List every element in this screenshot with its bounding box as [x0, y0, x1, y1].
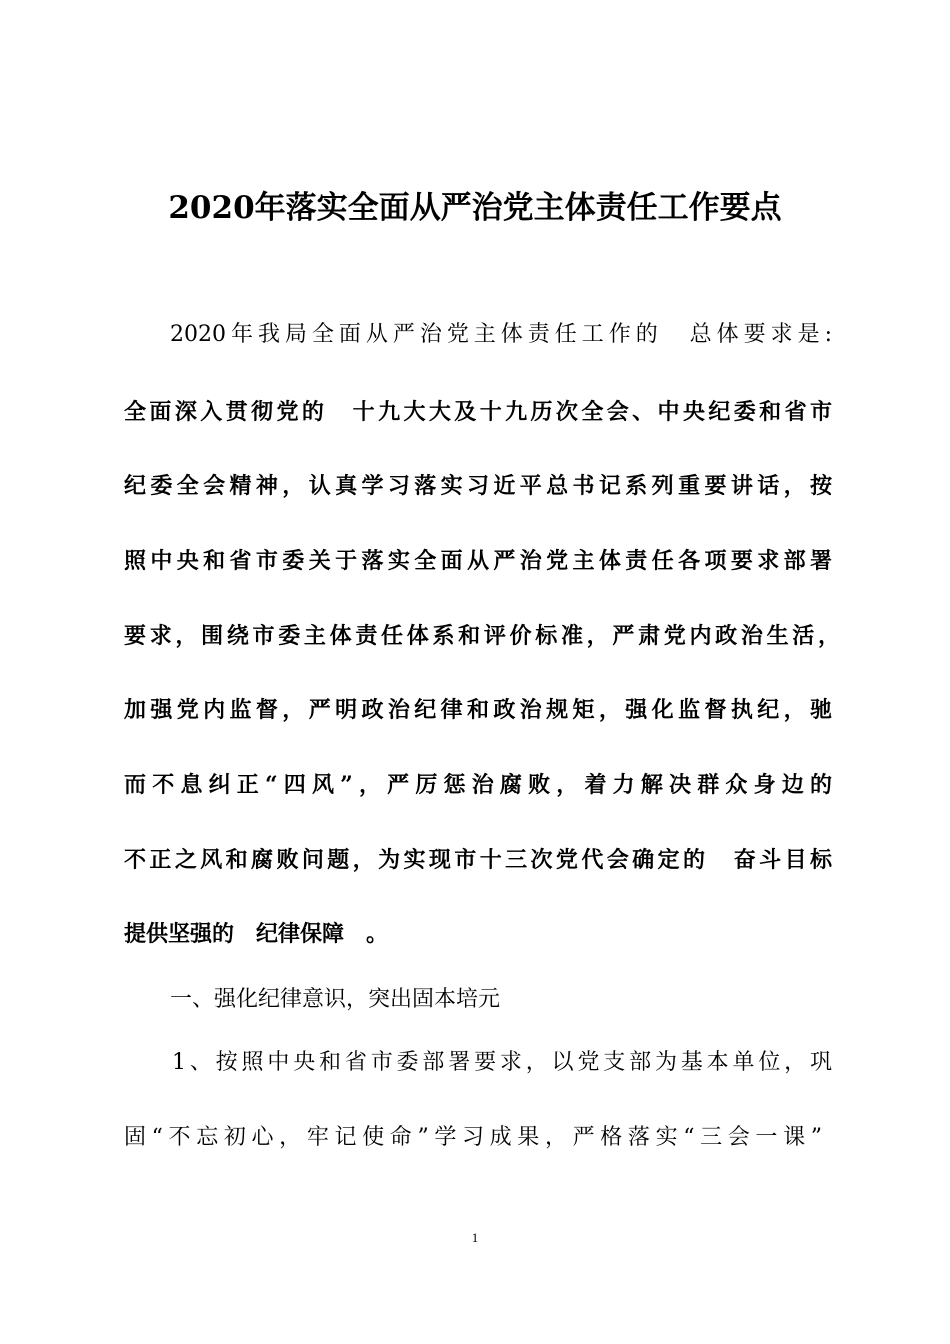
- requirements-line-7: 不正之风和腐败问题，为实现市十三次党代会确定的 奋斗目标: [124, 847, 832, 873]
- item-1-line-2: 固“不忘初心，牢记使命”学习成果，严格落实“三会一课”: [124, 1125, 822, 1150]
- item-1-line-1: 1、按照中央和省市委部署要求，以党支部为基本单位，巩: [172, 1050, 832, 1075]
- section-heading: 一、强化纪律意识，突出固本培元: [170, 987, 501, 1012]
- requirements-line-4: 要求，围绕市委主体责任体系和评价标准，严肃党内政治生活，: [124, 623, 840, 649]
- requirements-line-2: 纪委全会精神，认真学习落实习近平总书记系列重要讲话，按: [124, 473, 832, 499]
- requirements-line-6: 而不息纠正“四风”，严厉惩治腐败，着力解决群众身边的: [124, 772, 832, 798]
- requirements-line-3: 照中央和省市委关于落实全面从严治党主体责任各项要求部署: [124, 548, 832, 574]
- page-number: 1: [471, 1230, 479, 1245]
- requirements-line-5: 加强党内监督，严明政治纪律和政治规矩，强化监督执纪，驰: [124, 697, 832, 723]
- intro-line: 2020年我局全面从严治党主体责任工作的 总体要求是:: [170, 322, 832, 347]
- document-title: 2020年落实全面从严治党主体责任工作要点: [168, 190, 782, 226]
- requirements-line-8: 提供坚强的 纪律保障 。: [124, 921, 389, 947]
- requirements-line-1: 全面深入贯彻党的 十九大大及十九历次全会、中央纪委和省市: [124, 399, 832, 425]
